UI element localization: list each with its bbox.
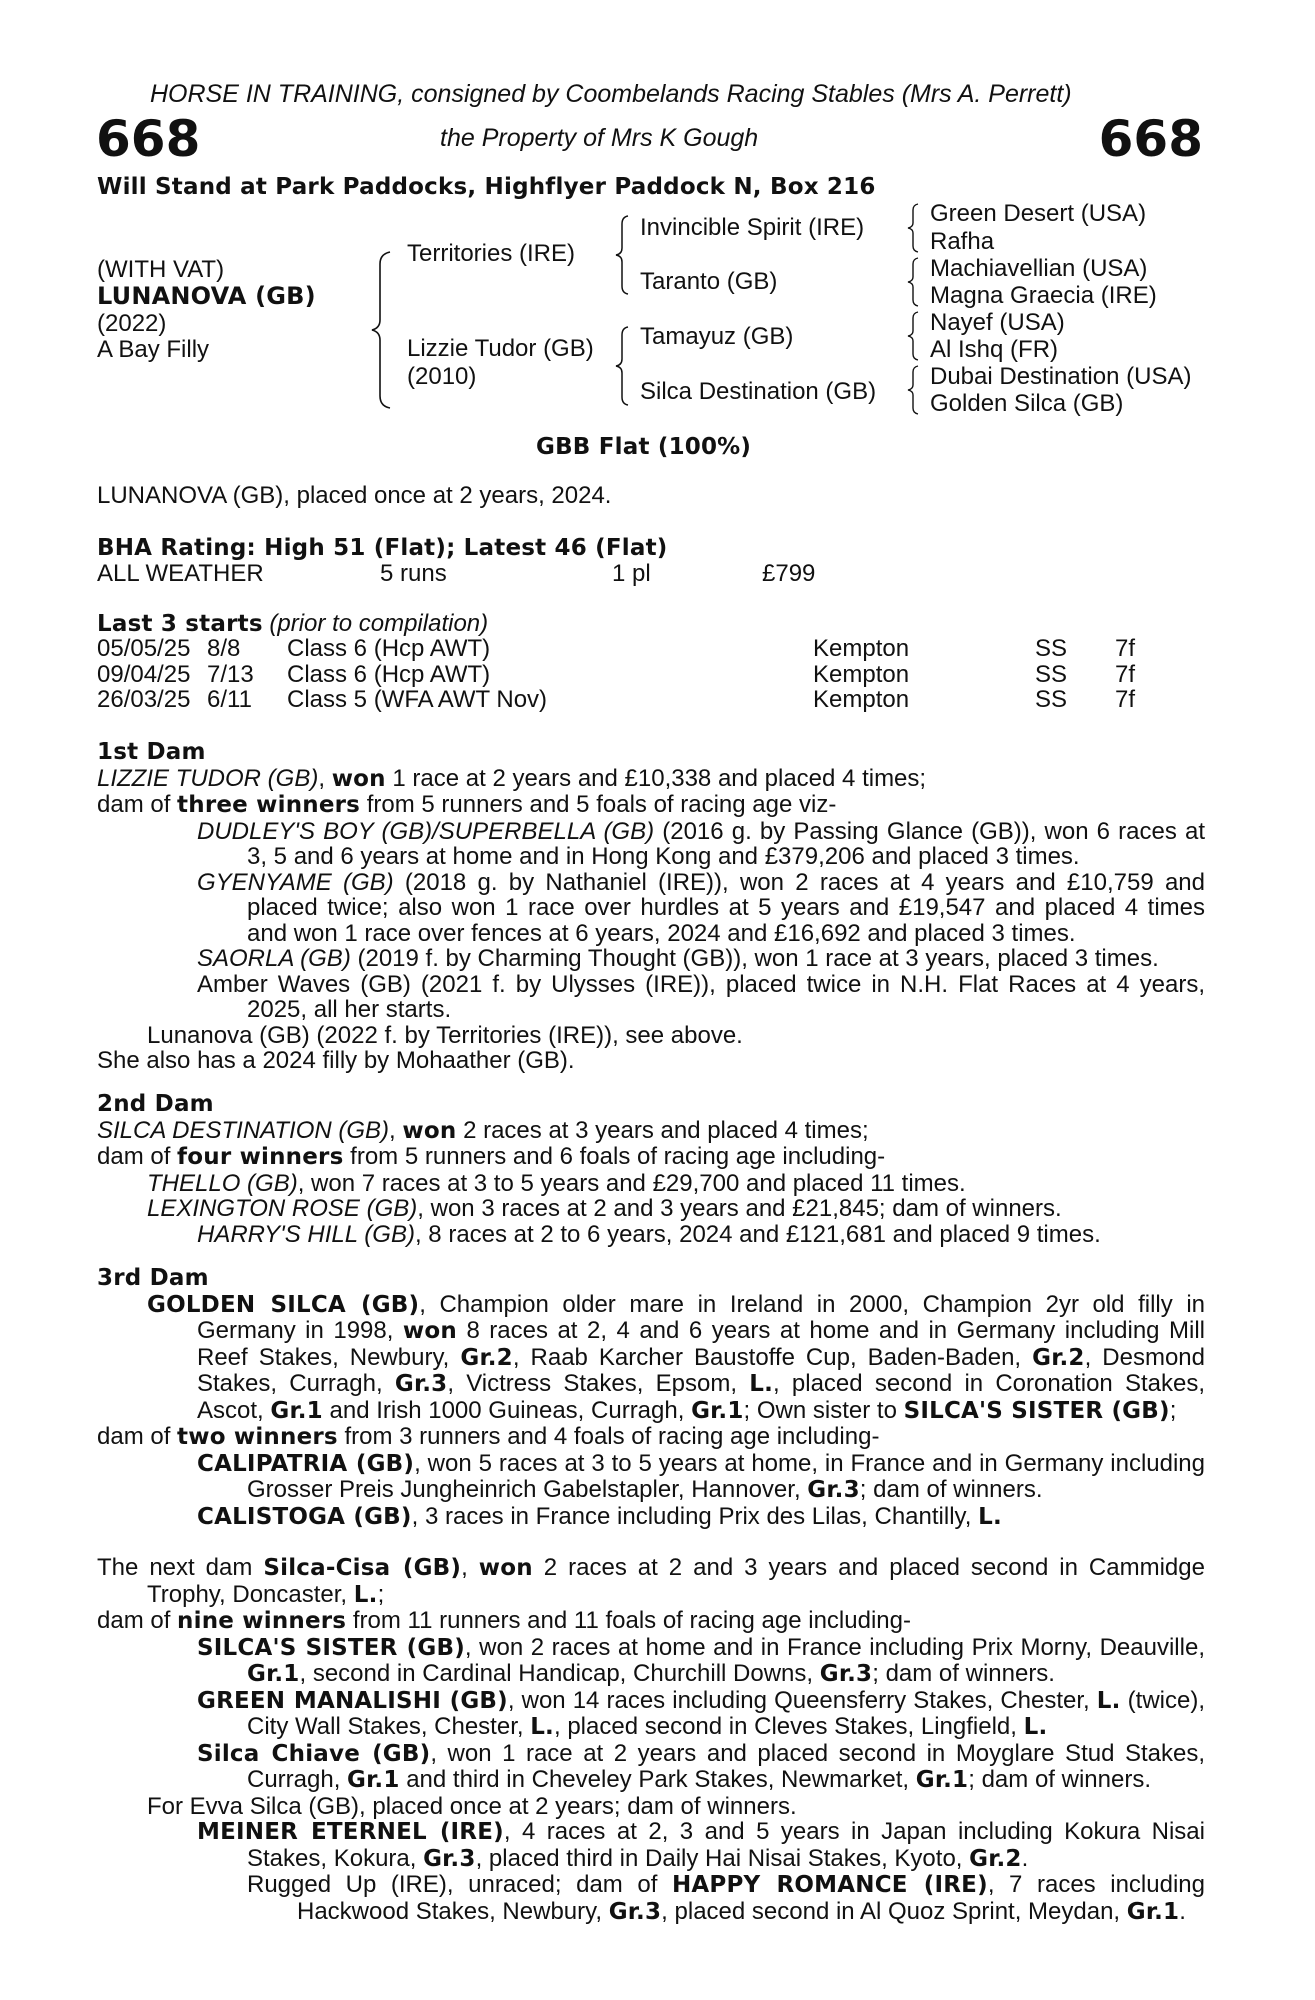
first-dam-record: 1 race at 2 years and £10,338 and placed 4 times; [385,764,927,792]
sire-dam: Taranto (GB) [640,268,778,295]
pedigree-brace-g3-3 [904,310,924,362]
third-dam-name: GOLDEN SILCA (GB) [147,1291,420,1318]
lot-number-right: 668 [1098,110,1203,168]
grade-label: Gr.2 [1032,1344,1085,1371]
start-going: SS [1035,660,1068,688]
rating-surface: ALL WEATHER [97,560,264,587]
winners-count: three winners [177,792,361,818]
dam-of: dam of [97,1143,178,1170]
pedigree-brace-sire [612,214,634,296]
second-dam-record: 2 races at 3 years and placed 4 times; [456,1116,869,1144]
winners-count: four winners [177,1144,344,1170]
next-dam-section: The next dam Silca-Cisa (GB), won 2 races at 2 and 3 years and placed second in Cammidge Trophy, Doncaster, L.; dam of nine winners from 11 runners and 11 foals of racing age including- SILCA'S SISTER (GB), won 2 races at home and in France including Prix Morny, Deauville, Gr.1, second in Cardinal Handicap, Churchill Downs, Gr.3; dam of winners. GREEN MANALISHI (GB), won 14 races including Queensferry Stakes, Chester, L. (twice), City Wall Stakes, Chester, L., placed second in Cleves Stakes, Lingfield, L. Silca Chiave (GB), won 1 race at 2 years and placed second in Moyglare Stud Stakes, Curragh, Gr.1 and third in Cheveley Park Stakes, Newmarket, Gr.1; dam of winners. For Evva Silca (GB), placed once at 2 years; dam of winners. MEINER ETERNEL (IRE), 4 races at 2, 3 and 5 years in Japan including Kokura Nisai Stakes, Kokura, Gr.3, placed third in Daily Hai Nisai Stakes, Kyoto, Gr.2. Rugged Up (IRE), unraced; dam of HAPPY ROMANCE (IRE), 7 races including Hackwood Stakes, Newbury, Gr.3, placed second in Al Quoz Sprint, Meydan, Gr.1. [97,1554,1206,1925]
grade-label: L. [1023,1714,1048,1740]
dam-year: (2010) [407,363,477,390]
progeny-name: CALISTOGA (GB) [197,1503,412,1530]
won-label: won [478,1555,533,1581]
rating-runs: 5 runs [380,560,447,587]
start-row [97,636,1155,662]
gen3-7: Dubai Destination (USA) [930,363,1192,390]
grade-label: Gr.2 [460,1344,513,1371]
start-date: 26/03/25 [97,686,191,713]
gen3-5: Nayef (USA) [930,309,1065,336]
sister-name: SILCA'S SISTER (GB) [903,1397,1170,1424]
rating-earnings: £799 [762,560,816,587]
progeny-note: She also has a 2024 filly by Mohaather (GB). [97,1047,575,1074]
first-dam-name: LIZZIE TUDOR (GB) [97,764,319,792]
gen3-6: Al Ishq (FR) [930,336,1059,363]
third-dam-section: 3rd Dam GOLDEN SILCA (GB), Champion older mare in Ireland in 2000, Champion 2yr old filly in Germany in 1998, won 8 races at 2, 4 and 6 years at home and in Germany including Mill Reef Stakes, Newbury, Gr.2, Raab Karcher Baustoffe Cup, Baden-Baden, Gr.2, Desmond Stakes, Curragh, Gr.3, Victress Stakes, Epsom, L., placed second in Coronation Stakes, Ascot, Gr.1 and Irish 1000 Guineas, Curragh, Gr.1; Own sister to SILCA'S SISTER (GB); dam of two winners from 3 runners and 4 foals of racing age including- CALIPATRIA (GB), won 5 races at 3 to 5 years at home, in France and in Germany including Grosser Preis Jungheinrich Gabelstapler, Hannover, Gr.3; dam of winners. CALISTOGA (GB), 3 races in France including Prix des Lilas, Chantilly, L. [97,1265,1206,1530]
grade-label: Gr.1 [247,1661,300,1687]
start-race: Class 6 (Hcp AWT) [287,660,491,688]
gen3-2: Rafha [930,228,995,255]
progeny-name: GYENYAME (GB) [197,868,394,896]
progeny-name: THELLO (GB) [147,1169,298,1197]
grade-label: Gr.3 [807,1477,860,1503]
start-row [97,687,1155,713]
grade-label: Gr.1 [1126,1898,1180,1925]
dam-of: dam of [97,1607,178,1634]
grade-label: Gr.3 [394,1371,448,1397]
start-course: Kempton [813,686,910,713]
second-dam-name: SILCA DESTINATION (GB) [97,1116,390,1144]
foals-summary: from 3 runners and 4 foals of racing age including- [337,1423,880,1450]
progeny-record: Lunanova (GB) (2022 f. by Territories (IRE)), see above. [147,1021,743,1049]
gen3-4: Magna Graecia (IRE) [930,282,1157,309]
last-starts-title: Last 3 starts [97,611,263,637]
grade-label: Gr.1 [691,1397,744,1424]
grade-label: L. [978,1503,1002,1530]
gbb-flat: GBB Flat (100%) [536,434,752,460]
grade-label: L. [353,1581,378,1608]
pedigree-brace-g3-1 [904,202,924,254]
winners-count: nine winners [177,1608,347,1634]
progeny-name: LEXINGTON ROSE (GB) [147,1195,418,1222]
progeny-record: , won 3 races at 2 and 3 years and £21,845; dam of winners. [417,1195,1062,1222]
dam-of: dam of [97,791,178,818]
property-line: the Property of Mrs K Gough [440,124,759,152]
pedigree-brace-g3-2 [904,256,924,308]
horse-name: LUNANOVA (GB) [97,282,316,310]
grade-label: Gr.3 [608,1898,662,1925]
start-race: Class 5 (WFA AWT Nov) [287,686,548,713]
dam-of: dam of [97,1423,178,1450]
progeny-name: SILCA'S SISTER (GB) [197,1634,465,1661]
grade-label: L. [530,1714,554,1740]
progeny-name: GREEN MANALISHI (GB) [197,1687,508,1714]
progeny-record: Amber Waves (GB) (2021 f. by Ulysses (IRE)), placed twice in N.H. Flat Races at 4 years, 2025, all her starts. [197,970,1205,1023]
progeny-record: , 8 races at 2 to 6 years, 2024 and £121,681 and placed 9 times. [414,1220,1101,1248]
progeny-record: , won 7 races at 3 to 5 years and £29,700 and placed 11 times. [297,1169,966,1197]
sire-sire: Invincible Spirit (IRE) [640,214,865,241]
third-dam-heading: 3rd Dam [97,1265,209,1291]
dam: Lizzie Tudor (GB) [407,335,594,362]
pedigree-brace-main [368,250,396,410]
grade-label: L. [1096,1687,1121,1714]
dam-dam: Silca Destination (GB) [640,378,877,405]
lot-number-left: 668 [96,110,201,168]
start-going: SS [1035,686,1068,713]
grade-label: Gr.3 [819,1661,873,1687]
next-dam-name: Silca-Cisa (GB) [263,1555,462,1581]
grade-label: L. [749,1371,774,1397]
second-dam-heading: 2nd Dam [97,1091,214,1117]
progeny-record: (2019 f. by Charming Thought (GB)), won 1 race at 3 years, placed 3 times. [350,945,1159,972]
progeny-name: SAORLA (GB) [197,945,351,972]
summary-line: LUNANOVA (GB), placed once at 2 years, 2024. [97,482,612,509]
first-dam-section: 1st Dam LIZZIE TUDOR (GB), won 1 race at 2 years and £10,338 and placed 4 times; dam of three winners from 5 runners and 5 foals of racing age viz- DUDLEY'S BOY (GB)/SUPERBELLA (GB) (2016 g. by Passing Glance (GB)), won 6 races at 3, 5 and 6 years at home and in Hong Kong and £379,206 and placed 3 times. GYENYAME (GB) (2018 g. by Nathaniel (IRE)), won 2 races at 4 years and £10,759 and placed twice; also won 1 race over hurdles at 5 years and £19,547 and placed 4 times and won 1 race over fences at 6 years, 2024 and £16,692 and placed 3 times. SAORLA (GB) (2019 f. by Charming Thought (GB)), won 1 race at 3 years, placed 3 times. Amber Waves (GB) (2021 f. by Ulysses (IRE)), placed twice in N.H. Flat Races at 4 years, 2025, all her starts. Lunanova (GB) (2022 f. by Territories (IRE)), see above. She also has a 2024 filly by Mohaather (GB). [97,739,1205,1074]
rating-placed: 1 pl [612,560,651,587]
foals-summary: from 5 runners and 6 foals of racing age including- [343,1143,886,1170]
start-position: 8/8 [207,635,241,662]
foals-summary: from 5 runners and 5 foals of racing age viz- [360,791,837,818]
first-dam-heading: 1st Dam [97,739,206,765]
second-dam-section: 2nd Dam SILCA DESTINATION (GB), won 2 races at 3 years and placed 4 times; dam of four winners from 5 runners and 6 foals of racing age including- THELLO (GB), won 7 races at 3 to 5 years and £29,700 and placed 11 times. LEXINGTON ROSE (GB), won 3 races at 2 and 3 years and £21,845; dam of winners. HARRY'S HILL (GB), 8 races at 2 to 6 years, 2024 and £121,681 and placed 9 times. [97,1092,1205,1247]
foals-summary: from 11 runners and 11 foals of racing age including- [346,1607,911,1634]
horse-description: A Bay Filly [97,336,210,363]
horse-year: (2022) [97,310,167,337]
progeny-name: Silca Chiave (GB) [197,1740,431,1767]
start-position: 7/13 [207,660,254,688]
won-label: won [402,1318,457,1344]
won-label: won [331,765,386,792]
grade-label: Gr.3 [423,1845,476,1872]
progeny-record: (2018 g. by Nathaniel (IRE)), won 2 races at 4 years and £10,759 and placed twice; also won 1 race over hurdles at 5 years and £19,547 and placed 4 times and won 1 race over fences at 6 years, 2024 and £16,692 and placed 3 times. [247,868,1205,947]
start-date: 05/05/25 [97,635,191,662]
grade-label: Gr.1 [270,1397,323,1424]
progeny-name: CALIPATRIA (GB) [197,1450,415,1477]
starts-table [97,636,1155,713]
gen3-1: Green Desert (USA) [930,200,1147,227]
pedigree-brace-g3-4 [904,364,924,416]
sire: Territories (IRE) [407,240,576,267]
bha-rating: BHA Rating: High 51 (Flat); Latest 46 (Flat) [97,535,668,561]
won-label: won [402,1117,457,1144]
grade-label: Gr.1 [347,1767,400,1793]
start-date: 09/04/25 [97,660,191,688]
winners-count: two winners [177,1424,338,1450]
start-course: Kempton [813,635,910,662]
grade-label: Gr.1 [915,1767,969,1793]
grade-label: Gr.2 [969,1845,1022,1872]
gen3-8: Golden Silca (GB) [930,390,1124,417]
progeny-name: DUDLEY'S BOY (GB)/SUPERBELLA (GB) [197,817,655,845]
progeny-record: (2016 g. by Passing Glance (GB)), won 6 races at 3, 5 and 6 years at home and in Hong Kong and £379,206 and placed 3 times. [247,817,1205,870]
progeny-record: For Evva Silca (GB), placed once at 2 years; dam of winners. [147,1792,797,1820]
vat-label: (WITH VAT) [97,256,225,283]
pedigree-brace-dam [612,325,634,407]
progeny-name: MEINER ETERNEL (IRE) [197,1819,504,1845]
progeny-name: HARRY'S HILL (GB) [197,1220,415,1248]
dam-sire: Tamayuz (GB) [640,323,794,350]
start-row [97,662,1155,688]
progeny-name: HAPPY ROMANCE (IRE) [671,1872,988,1898]
gen3-3: Machiavellian (USA) [930,255,1148,282]
start-going: SS [1035,635,1068,662]
last-starts-heading [97,610,488,638]
start-course: Kempton [813,660,910,688]
start-distance: 7f [1115,686,1136,713]
start-distance: 7f [1115,660,1136,688]
consign-line: HORSE IN TRAINING, consigned by Coombelands Racing Stables (Mrs A. Perrett) [150,80,1072,108]
last-starts-subtitle: (prior to compilation) [269,610,489,637]
start-race: Class 6 (Hcp AWT) [287,635,491,662]
start-distance: 7f [1115,635,1136,662]
start-position: 6/11 [207,686,252,713]
location-line: Will Stand at Park Paddocks, Highflyer Paddock N, Box 216 [97,174,876,200]
